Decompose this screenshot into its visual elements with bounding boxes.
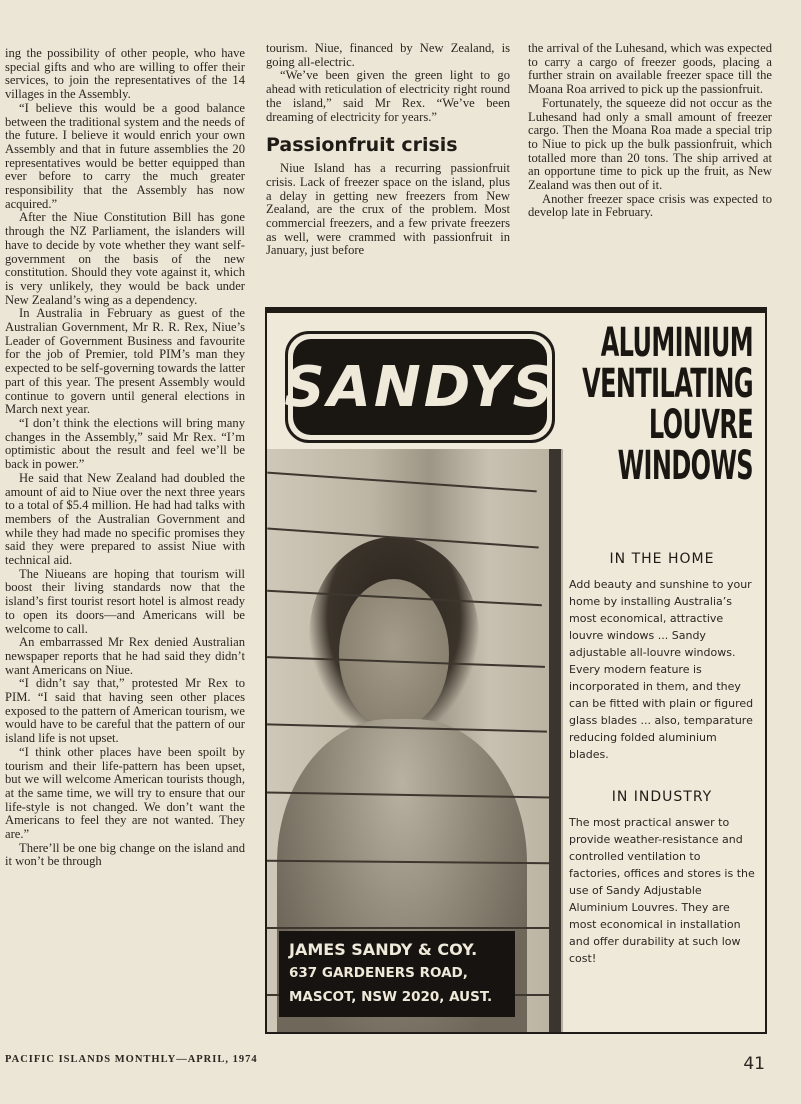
- industry-heading: IN INDUSTRY: [611, 789, 713, 805]
- paragraph: “I didn’t say that,” protested Mr Rex to PIM. “I said that having seen other places exposed to the pattern of American tourism, we would have to be careful that the pattern of our island life is not upset.: [5, 676, 245, 746]
- paragraph: After the Niue Constitution Bill has gone through the NZ Parliament, the islanders will have to decide by vote whether they want self-government on the basis of the new constitution. Should they vote against it, which is very unlikely, they would be back under New Zealand’s wing as a dependency.: [5, 210, 245, 307]
- ad-top-rule: [267, 309, 765, 313]
- paragraph: In Australia in February as guest of the Australian Government, Mr R. R. Rex, Niue’s Leader of Government Business and favourite for the job of Premier, told PIM’s man they expected to be self-governing towards the latter part of this year. The present Assembly would continue to govern until general elections in March next year.: [5, 306, 245, 417]
- company-name: JAMES SANDY & COY.: [289, 940, 478, 959]
- headline-line: WINDOWS: [617, 443, 753, 489]
- headline-line: ALUMINIUM: [600, 320, 753, 366]
- home-copy: Add beauty and sunshine to your home by installing Australia’s most economical, attractive louvre windows ... Sandy adjustable all-louvre windows. Every modern feature is incorporated in them, and they can be fitted with plain or figured glass blades ... also, temparature reducing folded aluminium blades.: [569, 578, 754, 761]
- city-address: MASCOT, NSW 2020, AUST.: [289, 989, 493, 1005]
- paragraph: Fortunately, the squeeze did not occur as the Luhesand had only a small amount of freezer cargo. Then the Moana Roa made a special trip to Niue to pick up the bulk passionfruit, which totalled more than 20 tons. The ship arrived at an opportune time to pick up the fruit, as New Zealand was then out of it.: [528, 95, 772, 193]
- louvre-blade: [267, 472, 536, 493]
- paragraph: “We’ve been given the green light to go ahead with reticulation of electricity right round the island,” said Mr Rex. “We’ve been dreaming of electricity for years.”: [266, 68, 510, 124]
- paragraph: ing the possibility of other people, who have special gifts and who are willing to offer their services, to join the representatives of the 14 villages in the Assembly.: [5, 46, 245, 102]
- article-column-3: [528, 42, 772, 220]
- paragraph: tourism. Niue, financed by New Zealand, is going all-electric.: [266, 41, 510, 69]
- photo-face: [339, 579, 449, 729]
- ad-headline: [573, 320, 753, 489]
- headline-line: VENTILATING: [582, 361, 753, 407]
- advertisement: [265, 307, 767, 1034]
- paragraph: There’ll be one big change on the island and it won’t be through: [5, 840, 245, 869]
- industry-copy: The most practical answer to provide weather-resistance and controlled ventilation to factories, offices and stores is the use of Sandy Adjustable Aluminium Louvres. They are most economical in installation and offer durability at such low cost!: [569, 816, 755, 965]
- home-heading: IN THE HOME: [609, 551, 715, 567]
- paragraph: the arrival of the Luhesand, which was expected to carry a cargo of freezer goods, placing a further strain on available freezer space till the Moana Roa arrived to pick up the passionfruit.: [528, 41, 772, 97]
- sandys-logo: [285, 331, 555, 443]
- company-address-box: [279, 931, 515, 1017]
- paragraph: Niue Island has a recurring passionfruit crisis. Lack of freezer space on the island, plus a delay in getting new freezers from New Zealand, are the crux of the problem. Most commercial freezers, and a few private freezers as well, were crammed with passionfruit in January, just before: [266, 161, 510, 258]
- ad-copy: [569, 551, 755, 967]
- paragraph: “I think other places have been spoilt by tourism and their life-pattern has been upset, but we will welcome American tourists though, at the same time, we will try to ensure that our life-style is not changed. We don’t want the Americans to feel they are not wanted. They are.”: [5, 744, 245, 842]
- louvre-blade: [267, 927, 551, 929]
- article-column-2: [266, 42, 510, 258]
- article-column-1: [5, 47, 245, 869]
- logo-text: SANDYS: [293, 339, 547, 435]
- paragraph: Another freezer space crisis was expected to develop late in February.: [528, 191, 772, 220]
- headline-line: LOUVRE: [648, 402, 753, 448]
- page-number: 41: [743, 1054, 765, 1074]
- paragraph: An embarrassed Mr Rex denied Australian newspaper reports that he had said they didn’t want Americans on Niue.: [5, 635, 245, 677]
- window-frame: [549, 449, 561, 1032]
- paragraph: “I believe this would be a good balance between the traditional system and the needs of the future. I believe it would enrich your own Assembly and that in future assemblies the 20 representatives would be better equipped than ever before to carry the much greater responsibility that the Assembly has now acquired.”: [5, 100, 245, 211]
- paragraph: The Niueans are hoping that tourism will boost their living standards now that the island’s first tourist resort hotel is almost ready to open its doors—and Americans will be welcome to call.: [5, 566, 245, 636]
- paragraph: He said that New Zealand had doubled the amount of aid to Niue over the next three years to a total of $5.4 million. He had had talks with members of the Australian Government and while they had made no specific promises they said they were prepared to assist Niue with technical aid.: [5, 470, 245, 568]
- publication-footer: PACIFIC ISLANDS MONTHLY—APRIL, 1974: [5, 1054, 258, 1065]
- paragraph: “I don’t think the elections will bring many changes in the Assembly,” said Mr Rex. “I’m optimistic about the result and feel we’ll be back in power.”: [5, 415, 245, 472]
- section-subheading: Passionfruit crisis: [266, 134, 458, 157]
- street-address: 637 GARDENERS ROAD,: [289, 965, 468, 981]
